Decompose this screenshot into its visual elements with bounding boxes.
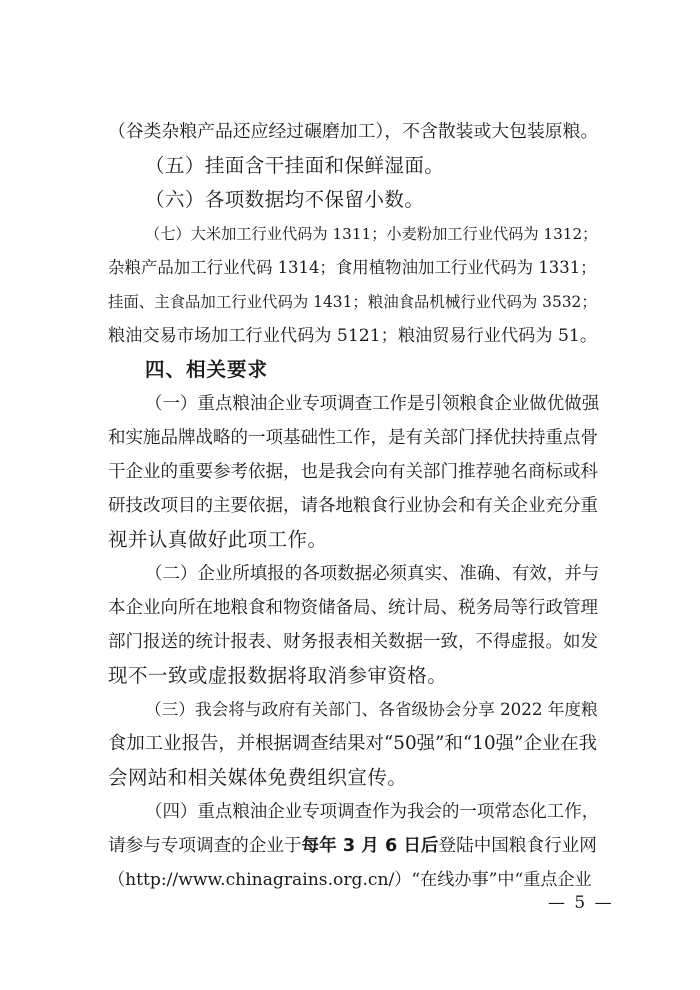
requirement-one: （一）重点粮油企业专项调查工作是引领粮食企业做优做强 <box>145 394 600 414</box>
item-seven: （七）大米加工行业代码为 1311；小麦粉加工行业代码为 1312； <box>145 225 598 243</box>
requirement-two: （二）企业所填报的各项数据必须真实、准确、有效，并与 <box>145 564 600 584</box>
text-segment: 登陆中国粮食行业网 <box>438 836 597 856</box>
paragraph-line: 挂面、主食品加工行业代码为 1431；粮油食品机械行业代码为 3532； <box>108 293 597 311</box>
paragraph-line: 现不一致或虚报数据将取消参审资格。 <box>108 664 448 687</box>
paragraph-line-with-emphasis <box>108 833 610 859</box>
paragraph-line: 食加工业报告，并根据调查结果对“50强”和“10强”企业在我 <box>108 733 598 754</box>
paragraph-line: 杂粮产品加工行业代码 1314；食用植物油加工行业代码为 1331； <box>108 258 597 277</box>
paragraph-line: 干企业的重要参考依据，也是我会向有关部门推荐驰名商标或科 <box>108 462 598 482</box>
requirement-three: （三）我会将与政府有关部门、各省级协会分享 2022 年度粮 <box>145 700 598 719</box>
paragraph-line: 会网站和相关媒体免费组织宣传。 <box>108 766 408 789</box>
paragraph-line: 和实施品牌战略的一项基础性工作，是有关部门择优扶持重点骨 <box>108 428 598 448</box>
paragraph-line: 本企业向所在地粮食和物资储备局、统计局、税务局等行政管理 <box>108 598 598 618</box>
paragraph-line: 研技改项目的主要依据，请各地粮食行业协会和有关企业充分重 <box>108 496 598 516</box>
requirement-four: （四）重点粮油企业专项调查作为我会的一项常态化工作， <box>145 802 600 822</box>
paragraph-line-url: （http://www.chinagrains.org.cn/）“在线办事”中“重点企业 <box>108 870 592 890</box>
paragraph-line: 粮油交易市场加工行业代码为 5121；粮油贸易行业代码为 51。 <box>108 326 598 346</box>
emphasized-date: 每年 3 月 6 日后 <box>301 836 439 856</box>
paragraph-line: 视并认真做好此项工作。 <box>108 528 328 551</box>
paragraph-line: 部门报送的统计报表、财务报表相关数据一致，不得虚报。如发 <box>108 632 598 652</box>
item-six: （六）各项数据均不保留小数。 <box>145 188 425 211</box>
paragraph-line: （谷类杂粮产品还应经过碾磨加工），不含散装或大包装原粮。 <box>108 121 599 142</box>
text-segment: 请参与专项调查的企业于 <box>108 836 302 856</box>
item-five: （五）挂面含干挂面和保鲜湿面。 <box>145 154 445 177</box>
section-heading: 四、相关要求 <box>145 358 269 381</box>
page-number: — 5 — <box>548 893 614 913</box>
